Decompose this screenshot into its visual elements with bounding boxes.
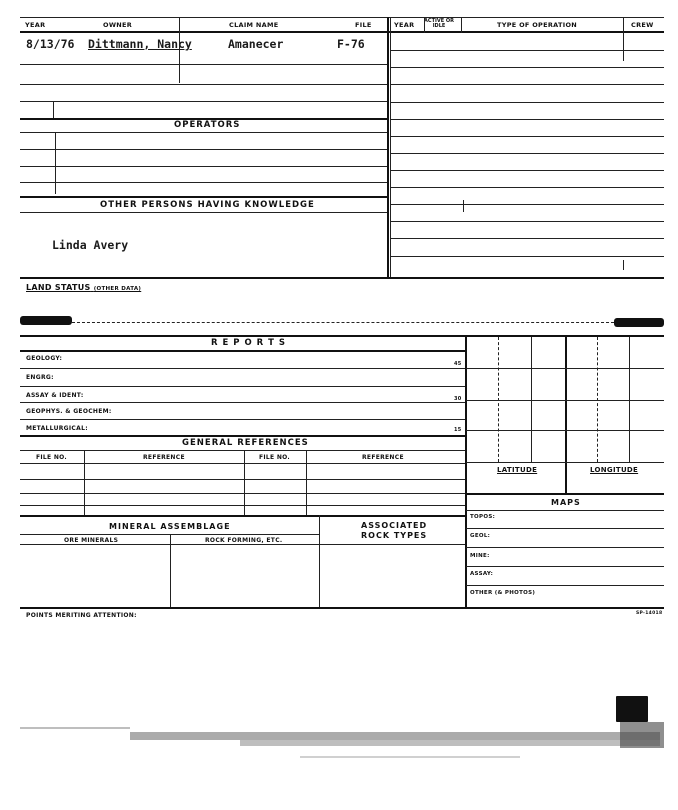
op-row-line bbox=[390, 84, 664, 85]
entry-date: 8/13/76 bbox=[26, 37, 75, 51]
maps-assay: ASSAY: bbox=[470, 571, 494, 577]
report-assay: ASSAY & IDENT: bbox=[26, 392, 84, 399]
op-row-line bbox=[390, 238, 664, 239]
reports-top-rule bbox=[20, 335, 664, 337]
op-row-line bbox=[390, 136, 664, 137]
op-row-line bbox=[390, 170, 664, 171]
gr-reference-2: REFERENCE bbox=[362, 454, 404, 461]
row-line bbox=[20, 166, 387, 167]
land-status-line bbox=[72, 322, 614, 323]
grid-divider bbox=[565, 337, 567, 493]
op-row-line bbox=[390, 153, 664, 154]
row-line bbox=[20, 544, 465, 545]
land-status-label: LAND STATUS bbox=[26, 283, 91, 292]
row-line bbox=[20, 149, 387, 150]
latitude-label: LATITUDE bbox=[497, 466, 538, 474]
op-row-line bbox=[390, 204, 664, 205]
header-active-or-idle: ACTIVE OR IDLE bbox=[424, 18, 454, 29]
report-assay-num: 30 bbox=[454, 396, 462, 402]
bottom-rule bbox=[20, 607, 664, 609]
general-references-title: GENERAL REFERENCES bbox=[182, 438, 309, 448]
row-line bbox=[20, 212, 387, 213]
maps-title: MAPS bbox=[551, 498, 581, 507]
row-line bbox=[20, 505, 465, 506]
row-line bbox=[20, 493, 465, 494]
main-vertical-divider bbox=[387, 17, 389, 277]
header-crew: CREW bbox=[631, 21, 654, 29]
maps-topos: TOPOS: bbox=[470, 514, 496, 520]
header-year: YEAR bbox=[25, 21, 46, 29]
row-line bbox=[20, 84, 387, 85]
maps-top-rule bbox=[466, 493, 664, 495]
row-line bbox=[466, 528, 664, 529]
gr-file-no-2: FILE NO. bbox=[259, 454, 291, 461]
report-geology: GEOLOGY: bbox=[26, 355, 63, 362]
col-divider bbox=[319, 515, 320, 608]
header-claim-name: CLAIM NAME bbox=[229, 21, 279, 29]
col-divider bbox=[84, 450, 85, 515]
op-row-line bbox=[390, 256, 664, 257]
op-row-line bbox=[390, 119, 664, 120]
gr-file-no: FILE NO. bbox=[36, 454, 68, 461]
gr-bottom-rule bbox=[20, 515, 466, 517]
smudge-left bbox=[20, 316, 72, 325]
col-divider bbox=[461, 17, 462, 33]
form-code: SP-14018 bbox=[636, 611, 663, 616]
row-line bbox=[20, 368, 465, 369]
reports-bottom-rule bbox=[20, 435, 466, 437]
row-line bbox=[20, 386, 465, 387]
op-row-line bbox=[390, 221, 664, 222]
col-divider bbox=[623, 17, 624, 61]
col-divider bbox=[424, 17, 425, 33]
smudge-right bbox=[614, 318, 664, 327]
row-line bbox=[20, 463, 465, 464]
entry-claim-name: Amanecer bbox=[228, 37, 284, 51]
row-line bbox=[20, 479, 465, 480]
col-divider bbox=[170, 534, 171, 608]
row-line bbox=[20, 132, 387, 133]
report-geophys: GEOPHYS. & GEOCHEM: bbox=[26, 408, 112, 415]
row-line bbox=[20, 101, 387, 102]
row-line bbox=[466, 510, 664, 511]
col-tick bbox=[463, 200, 464, 212]
grid-line bbox=[466, 368, 664, 369]
header-type-of-operation: TYPE OF OPERATION bbox=[497, 21, 578, 29]
grid-line bbox=[466, 430, 664, 431]
header-rule bbox=[20, 31, 664, 33]
report-metallurgical-num: 15 bbox=[454, 427, 462, 433]
ore-minerals-label: ORE MINERALS bbox=[64, 537, 119, 544]
scan-noise-band bbox=[620, 722, 664, 748]
header-owner: OWNER bbox=[103, 21, 133, 29]
grid-line bbox=[466, 400, 664, 401]
col-divider bbox=[244, 450, 245, 515]
report-engrg: ENGRG: bbox=[26, 374, 54, 381]
section-rule bbox=[20, 196, 387, 198]
top-rule bbox=[20, 17, 664, 18]
reports-header-rule bbox=[20, 350, 466, 352]
maps-geol: GEOL: bbox=[470, 533, 491, 539]
rock-types-label: ROCK TYPES bbox=[361, 531, 428, 540]
header-year-right: YEAR bbox=[394, 21, 415, 29]
row-line bbox=[466, 547, 664, 548]
op-row-line bbox=[390, 67, 664, 68]
reports-title: R E P O R T S bbox=[211, 338, 287, 348]
scan-noise-band bbox=[130, 732, 660, 740]
land-status-sub: (OTHER DATA) bbox=[93, 286, 142, 292]
op-row-line bbox=[390, 50, 664, 51]
operators-title: OPERATORS bbox=[174, 120, 241, 130]
row-line bbox=[20, 182, 387, 183]
header-file: FILE bbox=[355, 21, 372, 29]
other-person-name: Linda Avery bbox=[52, 238, 129, 252]
maps-mine: MINE: bbox=[470, 553, 490, 559]
row-line bbox=[466, 566, 664, 567]
scan-block-mark bbox=[616, 696, 648, 722]
mineral-assemblage-title: MINERAL ASSEMBLAGE bbox=[109, 522, 231, 531]
entry-file: F-76 bbox=[337, 37, 365, 51]
land-status-title bbox=[26, 283, 141, 292]
row-line bbox=[20, 419, 465, 420]
rock-forming-label: ROCK FORMING, ETC. bbox=[205, 537, 283, 544]
other-persons-title: OTHER PERSONS HAVING KNOWLEDGE bbox=[100, 200, 315, 210]
longitude-label: LONGITUDE bbox=[590, 466, 639, 474]
associated-label: ASSOCIATED bbox=[361, 521, 428, 530]
scan-noise-band bbox=[300, 756, 520, 758]
scan-noise-band bbox=[240, 740, 660, 746]
maps-other: OTHER (& PHOTOS) bbox=[470, 590, 536, 596]
scan-noise-band bbox=[20, 727, 130, 729]
col-divider bbox=[55, 132, 56, 194]
entry-owner: Dittmann, Nancy bbox=[88, 37, 192, 51]
top-table-bottom bbox=[20, 277, 664, 279]
report-metallurgical: METALLURGICAL: bbox=[26, 425, 88, 432]
col-tick bbox=[623, 260, 624, 270]
report-geology-num: 45 bbox=[454, 361, 462, 367]
op-row-line bbox=[390, 187, 664, 188]
row-line bbox=[20, 64, 387, 65]
gr-reference: REFERENCE bbox=[143, 454, 185, 461]
row-line bbox=[20, 402, 465, 403]
grid-line bbox=[466, 462, 664, 463]
op-row-line bbox=[390, 102, 664, 103]
row-line bbox=[20, 450, 465, 451]
row-line bbox=[466, 585, 664, 586]
col-divider bbox=[306, 450, 307, 515]
points-meriting-attention: POINTS MERITING ATTENTION: bbox=[26, 612, 137, 619]
col-divider bbox=[53, 101, 54, 118]
